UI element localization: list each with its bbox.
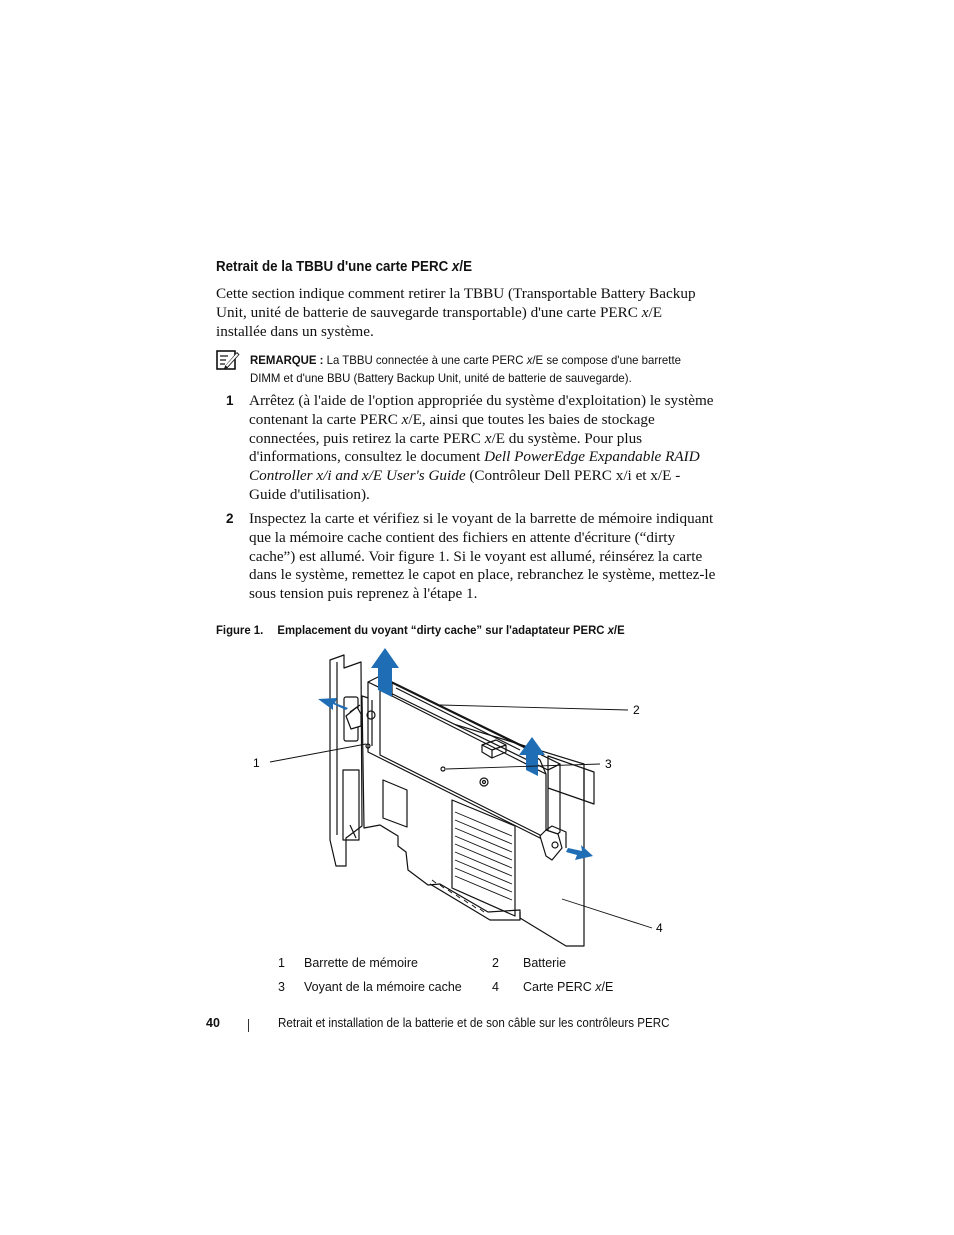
intro-paragraph: Cette section indique comment retirer la TBBU (Transportable Battery Backup Unit, unité de batterie de sauvegarde transportable) d'une carte PERC x/E installée dans un système. (216, 285, 696, 340)
step-number: 2 (226, 511, 234, 526)
page-footer (206, 1016, 716, 1036)
legend-number: 1 (278, 956, 285, 970)
leader-line-4 (562, 899, 652, 928)
legend-row (272, 980, 672, 1004)
page-number: 40 (206, 1016, 220, 1030)
pci-bracket (330, 655, 362, 866)
heading-italic-x: x (451, 259, 460, 275)
step-text: Arrêtez (à l'aide de l'option appropriée du système d'exploitation) le système contenant la carte PERC x/E, ainsi que toutes les baies de stockage connectées, puis retirez la carte PERC x/E du système. Pour plus d'informations, consultez le document Dell PowerEdge Expandable RAID Controller x/i and x/E User's Guide (Contrôleur Dell PERC x/i et x/E - Guide d'utilisation). (249, 392, 714, 503)
note-pencil-icon (216, 349, 240, 371)
perc-adapter-illustration (240, 640, 680, 960)
arrow-right-icon (566, 845, 593, 860)
retention-clip-left (346, 707, 361, 729)
leader-line-2 (440, 705, 628, 710)
heading-text: Retrait de la TBBU d'une carte PERC (216, 259, 452, 275)
note-text: REMARQUE : La TBBU connectée à une carte PERC x/E se compose d'une barrette DIMM et d'une BBU (Battery Backup Unit, unité de batterie de sauvegarde). (250, 353, 681, 385)
heading-suffix: /E (459, 259, 472, 275)
legend-label: Carte PERC x/E (523, 980, 614, 994)
document-title: Dell PowerEdge Expandable RAID Controller x/i and x/E User's Guide (249, 448, 700, 485)
figure-legend (272, 956, 672, 1004)
legend-number: 3 (278, 980, 285, 994)
step-text: Inspectez la carte et vérifiez si le voyant de la barrette de mémoire indiquant que la mémoire cache contient des fichiers en attente d'écriture (“dirty cache”) est allumé. Voir figure 1. Si le voyant est allumé, réinsérez la carte dans le système, remettez le capot en place, rebranchez le système, mettez-le sous tension puis reprenez à l'étape 1. (249, 510, 716, 603)
legend-row (272, 956, 672, 980)
legend-label: Voyant de la mémoire cache (304, 980, 462, 994)
step-2 (216, 510, 726, 605)
note-label: REMARQUE : (250, 353, 324, 367)
legend-number: 2 (492, 956, 499, 970)
leader-line-1 (270, 744, 366, 762)
footer-title: Retrait et installation de la batterie et de son câble sur les contrôleurs PERC (278, 1016, 670, 1030)
rear-connector (548, 756, 594, 804)
callout-4: 4 (656, 921, 663, 935)
figure-label: Figure 1. (216, 623, 264, 637)
callout-2: 2 (633, 703, 640, 717)
figure-caption: Figure 1. Emplacement du voyant “dirty cache” sur l'adaptateur PERC x/E (216, 623, 625, 637)
step-1 (216, 392, 726, 507)
legend-label: Batterie (523, 956, 567, 970)
step-number: 1 (226, 393, 234, 408)
legend-label: Barrette de mémoire (304, 956, 418, 970)
callout-1: 1 (253, 756, 260, 770)
callout-3: 3 (605, 757, 612, 771)
retention-clip-right (540, 830, 562, 860)
legend-number: 4 (492, 980, 499, 994)
footer-separator (248, 1019, 249, 1032)
section-heading (216, 259, 472, 275)
